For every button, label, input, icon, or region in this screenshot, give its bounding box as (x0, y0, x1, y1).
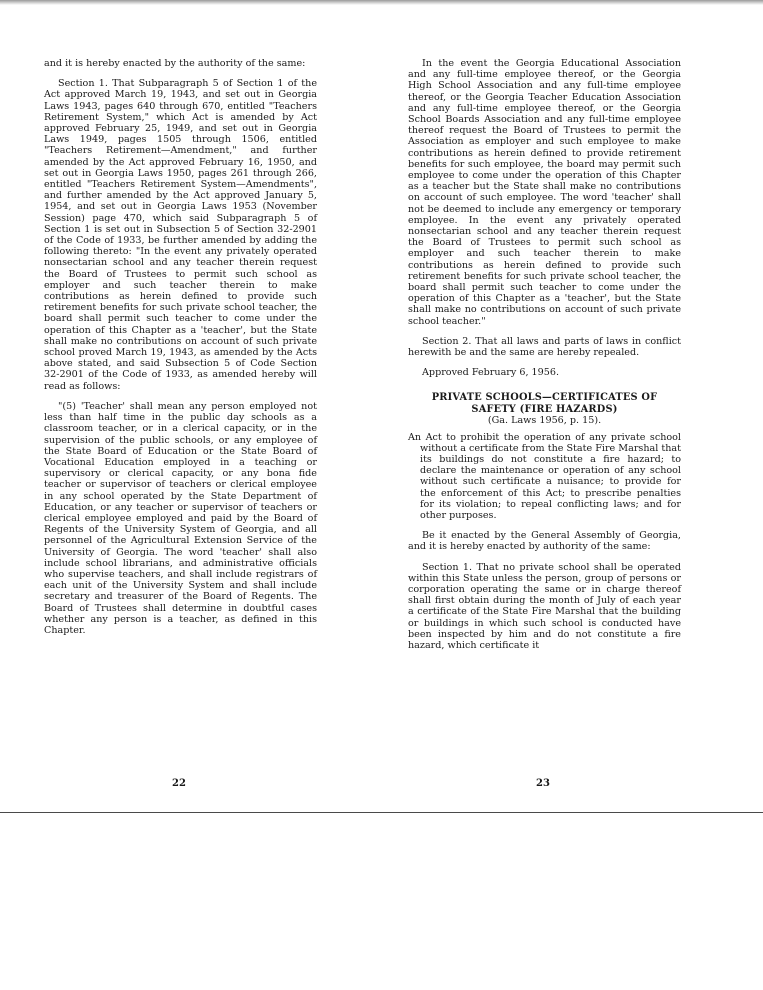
act-heading: PRIVATE SCHOOLS—CERTIFICATES OF SAFETY (FIRE HAZARDS) (431, 392, 658, 415)
section-2-repeal-paragraph: Section 2. That all laws and parts of laws in conflict herewith be and the same are hereby repealed. (408, 335, 681, 359)
act-citation: (Ga. Laws 1956, p. 15). (487, 415, 602, 427)
enacting-clause: Be it enacted by the General Assembly of Georgia, and it is hereby enacted by authority of the same: (408, 530, 681, 553)
page-number-left: 22 (172, 778, 186, 789)
act-title-paragraph: An Act to prohibit the operation of any private school without a certificate from the State Fire Marshal that its buildings do not constitute a fire hazard; to declare the maintenance or operation of any school without such certificate a nuisance; to provide for the enforcement of this Act; to prescribe penalties for its violation; to repeal conflicting laws; and for other purposes. (408, 431, 681, 521)
section-1-paragraph: Section 1. That Subparagraph 5 of Section 1 of the Act approved March 19, 1943, and set out in Georgia Laws 1943, pages 640 through 670, entitled "Teachers Retirement System," which Act is amended by Act approved February 25, 1949, and set out in Georgia Laws 1949, pages 1505 through 1506, entitled "Teachers Retirement—Amendment," and further amended by the Act approved February 16, 1950, and set out in Georgia Laws 1950, pages 261 through 266, entitled "Teachers Retirement System—Amendments", and further amended by the Act approved January 5, 1954, and set out in Georgia Laws 1953 (November Session) page 470, which said Subparagraph 5 of Section 1 is set out in Subsection 5 of Section 32-2901 of the Code of 1933, be further amended by adding the following thereto: "In the event any privately operated nonsectarian school and any teacher therein request the Board of Trustees to permit such school as employer and such teacher therein to make contributions as herein defined to provide such retirement benefits for such private school teacher, the board shall permit such teacher to come under the operation of this Chapter as a 'teacher', but the State shall make no contributions on account of such private school proved March 19, 1943, as amended by the Acts above stated, and said Subsection 5 of Code Section 32-2901 of the Code of 1933, as amended hereby will read as follows: (44, 78, 317, 392)
left-page-column (44, 58, 317, 636)
scan-edge-bottom (0, 812, 763, 813)
right-page-column (408, 58, 681, 651)
teacher-definition-paragraph: "(5) 'Teacher' shall mean any person employed not less than half time in the public day schools as a classroom teacher, or in a clerical capacity, or in the supervision of the public schools, or any employee of the State Board of Education or the State Board of Vocational Education employed in a teaching or supervisory or clerical capacity, or any bona fide teacher or supervisor of teachers or clerical employee in any school operated by the State Department of Education, or any teacher or supervisor of teachers or clerical employee employed and paid by the Board of Regents of the University System of Georgia, and all personnel of the Agricultural Extension Service of the University of Georgia. The word 'teacher' shall also include school librarians, and administrative officials who supervise teachers, and shall include registrars of each unit of the University System and shall include secretary and treasurer of the Board of Regents. The Board of Trustees shall determine in doubtful cases whether any person is a teacher, as defined in this Chapter. (44, 400, 317, 636)
approval-date: Approved February 6, 1956. (422, 367, 560, 379)
enacting-clause-continued: and it is hereby enacted by the authority of the same: (44, 58, 306, 69)
association-employees-paragraph: In the event the Georgia Educational Association and any full-time employee thereof, or the Georgia High School Association and any full-time employee thereof, or the Georgia Teacher Education Association and any full-time employee thereof, or the Georgia School Boards Association and any full-time employee thereof request the Board of Trustees to permit the Association as employer and such employee to make contributions as herein defined to provide retirement benefits for such employee, the board may permit such employee to come under the operation of this Chapter as a teacher but the State shall make no contributions on account of such employee. The word 'teacher' shall not be deemed to include any emergency or temporary employee. In the event any privately operated nonsectarian school and any teacher therein request the Board of Trustees to permit such school as employer and such teacher therein to make contributions as herein defined to provide such retirement benefits for such private school teacher, the board shall permit such teacher to come under the operation of this Chapter as a 'teacher', but the State shall make no contributions on account of such private school teacher." (408, 58, 681, 327)
scan-edge-top (0, 0, 763, 5)
section-1-fire-certificate-paragraph: Section 1. That no private school shall be operated within this State unless the person, group of persons or corporation operating the same or in charge thereof shall first obtain during the month of July of each year a certificate of the State Fire Marshal that the building or buildings in which such school is conducted have been inspected by him and do not constitute a fire hazard, which certificate it (408, 561, 681, 651)
page-number-right: 23 (536, 778, 550, 789)
